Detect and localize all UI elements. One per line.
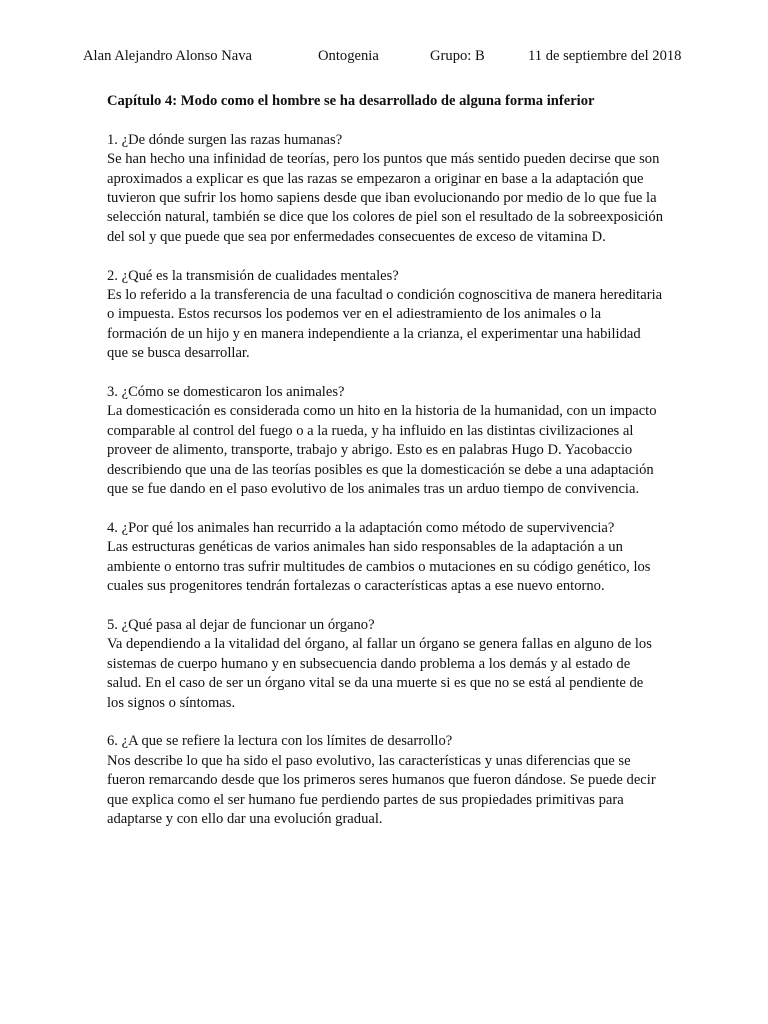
qa-item-5 xyxy=(107,616,663,713)
qa-item-6 xyxy=(107,732,663,829)
answer-3: La domesticación es considerada como un hito en la historia de la humanidad, con un impacto comparable al control del fuego o a la rueda, y ha influido en las distintas civilizaciones al proveer de alimento, transporte, trabajo y abrigo. Esto es en palabras Hugo D. Yacobaccio describiendo que una de las teorías posibles es que la domesticación se debe a una adaptación que se fue dando en el paso evolutivo de los animales tras un arduo tiempo de convivencia. xyxy=(107,403,657,498)
question-4: 4. ¿Por qué los animales han recurrido a la adaptación como método de supervivencia? xyxy=(107,519,615,536)
answer-2: Es lo referido a la transferencia de una facultad o condición cognoscitiva de manera hereditaria o impuesta. Estos recursos los podemos ver en el adiestramiento de los animales o la formación de un hijo y en manera independiente a la crianza, el experimentar una habilidad que se busca desarrollar. xyxy=(107,287,663,362)
answer-4: Las estructuras genéticas de varios animales han sido responsables de la adaptación a un ambiente o entorno tras sufrir multitudes de cambios o mutaciones en su código genético, los cuales sus progenitores tendrán fortalezas o características aptas a ese nuevo entorno. xyxy=(107,539,651,595)
chapter-title: Capítulo 4: Modo como el hombre se ha desarrollado de alguna forma inferior xyxy=(107,93,595,109)
qa-item-2 xyxy=(107,267,663,364)
question-3: 3. ¿Cómo se domesticaron los animales? xyxy=(107,384,345,401)
qa-item-1 xyxy=(107,131,663,247)
qa-item-3 xyxy=(107,383,663,499)
document-header xyxy=(0,47,768,67)
group-label: Grupo: B xyxy=(430,48,485,64)
question-2: 2. ¿Qué es la transmisión de cualidades mentales? xyxy=(107,267,399,284)
document-date: 11 de septiembre del 2018 xyxy=(528,48,682,64)
answer-6: Nos describe lo que ha sido el paso evolutivo, las características y unas diferencias que se fueron remarcando desde que los primeros seres humanos que fueron dándose. Se puede decir que explica como el ser humano fue perdiendo partes de sus propiedades primitivas para adaptarse y con ello dar una evolución gradual. xyxy=(107,752,656,827)
question-5: 5. ¿Qué pasa al dejar de funcionar un órgano? xyxy=(107,616,375,633)
subject-name: Ontogenia xyxy=(318,48,379,64)
author-name: Alan Alejandro Alonso Nava xyxy=(83,48,253,64)
answer-5: Va dependiendo a la vitalidad del órgano, al fallar un órgano se genera fallas en alguno de los sistemas de cuerpo humano y en subsecuencia dando problema a los demás y al estado de salud. En el caso de ser un órgano vital se da una muerte si es que no se está al pendiente de los signos o síntomas. xyxy=(107,636,652,711)
document-body xyxy=(107,92,663,849)
question-6: 6. ¿A que se refiere la lectura con los límites de desarrollo? xyxy=(107,733,453,750)
qa-item-4 xyxy=(107,519,663,597)
question-1: 1. ¿De dónde surgen las razas humanas? xyxy=(107,131,343,148)
answer-1: Se han hecho una infinidad de teorías, pero los puntos que más sentido pueden decirse que son aproximados a explicar es que las razas se empezaron a originar en base a la adaptación que tuvieron que sufrir los homo sapiens desde que iban evolucionando por medio de lo que fue la selección natural, también se dice que los colores de piel son el resultado de la sobreexposición del sol y que puede que sea por enfermedades consecuentes de exceso de vitamina D. xyxy=(107,151,664,245)
